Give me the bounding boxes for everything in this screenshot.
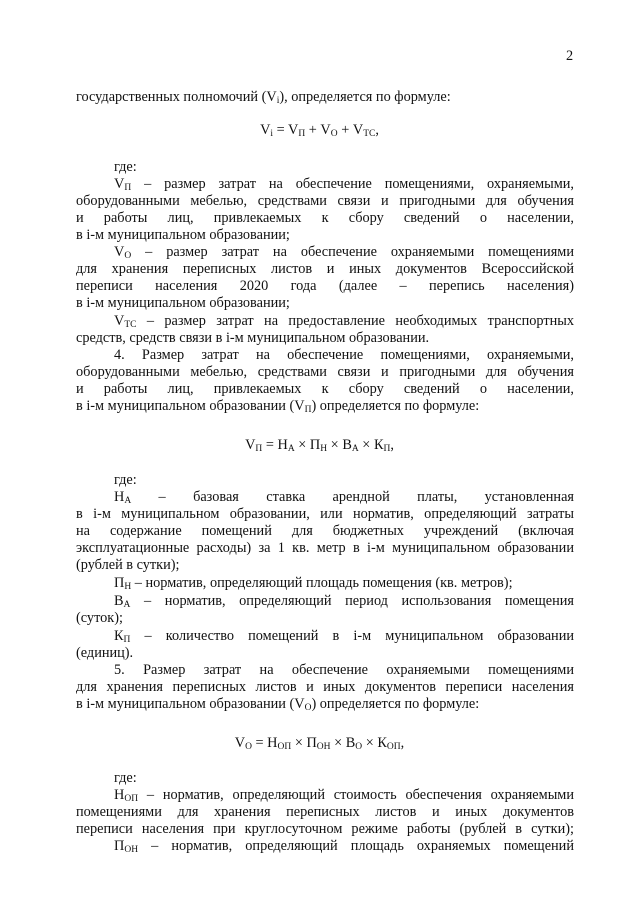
text-line: оборудованными мебелью, средствами связи и пригодными для обучения — [76, 193, 574, 209]
formula-vi: $V_i = V_П + V_О + V_{ТС}$, — [260, 122, 379, 139]
text-line: $V_{ТС}$ – размер затрат на предоставление необходимых транспортных — [114, 313, 574, 330]
text-line: на содержание помещений для бюджетных учреждений (включая — [76, 523, 574, 539]
text-line: $V_П$ – размер затрат на обеспечение помещениями, охраняемыми, — [114, 176, 574, 193]
text-line: (рублей в сутки); — [76, 557, 180, 573]
text-line: в i-м муниципальном образовании $(V_П)$ определяется по формуле: — [76, 398, 480, 415]
text-line: где: — [114, 159, 137, 175]
text-line: $К_П$ – количество помещений в i-м муниципальном образовании — [114, 628, 574, 645]
text-line: в i-м муниципальном образовании; — [76, 295, 290, 311]
text-line: (единиц). — [76, 645, 134, 661]
text-line: средств, средств связи в i-м муниципальном образовании. — [76, 330, 430, 346]
text-line: в i-м муниципальном образовании, или норматив, определяющий затраты — [76, 506, 574, 522]
text-line: для хранения переписных листов и иных документов Всероссийской — [76, 261, 574, 277]
formula-vo: $V_О = Н_{ОП} \times П_{ОН} \times В_О \times К_{ОП}$, — [234, 735, 405, 752]
text-line: переписи населения 2020 года (далее – перепись населения) — [76, 278, 574, 294]
text-line: $Н_{ОП}$ – норматив, определяющий стоимость обеспечения охраняемыми — [114, 787, 574, 804]
text-line: $В_А$ – норматив, определяющий период использования помещения — [114, 593, 574, 610]
text-line: в i-м муниципальном образовании; — [76, 227, 290, 243]
formula-vp: $V_П = Н_А \times П_Н \times В_А \times К_П$, — [245, 437, 394, 454]
page-number: 2 — [566, 48, 574, 64]
text-line: государственных полномочий $(V_i)$, определяется по формуле: — [76, 89, 451, 106]
text-line: и работы лиц, привлекаемых к сбору сведений о населении, — [76, 210, 574, 226]
text-line: где: — [114, 770, 137, 786]
text-line: 4. Размер затрат на обеспечение помещениями, охраняемыми, — [114, 347, 574, 363]
text-line: для хранения переписных листов и иных документов переписи населения — [76, 679, 574, 695]
text-line: $П_{ОН}$ – норматив, определяющий площадь охраняемых помещений — [114, 838, 574, 855]
text-line: и работы лиц, привлекаемых к сбору сведений о населении, — [76, 381, 574, 397]
text-line: оборудованными мебелью, средствами связи и пригодными для обучения — [76, 364, 574, 380]
text-line: $П_Н$ – норматив, определяющий площадь помещения (кв. метров); — [114, 575, 513, 592]
text-line: в i-м муниципальном образовании $(V_О)$ определяется по формуле: — [76, 696, 480, 713]
text-line: переписи населения при круглосуточном режиме работы (рублей в сутки); — [76, 821, 574, 837]
text-line: (суток); — [76, 610, 123, 626]
text-line: где: — [114, 472, 137, 488]
text-line: $V_О$ – размер затрат на обеспечение охраняемыми помещениями — [114, 244, 574, 261]
text-line: эксплуатационные расходы) за 1 кв. метр в i-м муниципальном образовании — [76, 540, 574, 556]
text-line: $Н_А$ – базовая ставка арендной платы, установленная — [114, 489, 574, 506]
text-line: помещениями для хранения переписных листов и иных документов — [76, 804, 574, 820]
text-line: 5. Размер затрат на обеспечение охраняемыми помещениями — [114, 662, 574, 678]
